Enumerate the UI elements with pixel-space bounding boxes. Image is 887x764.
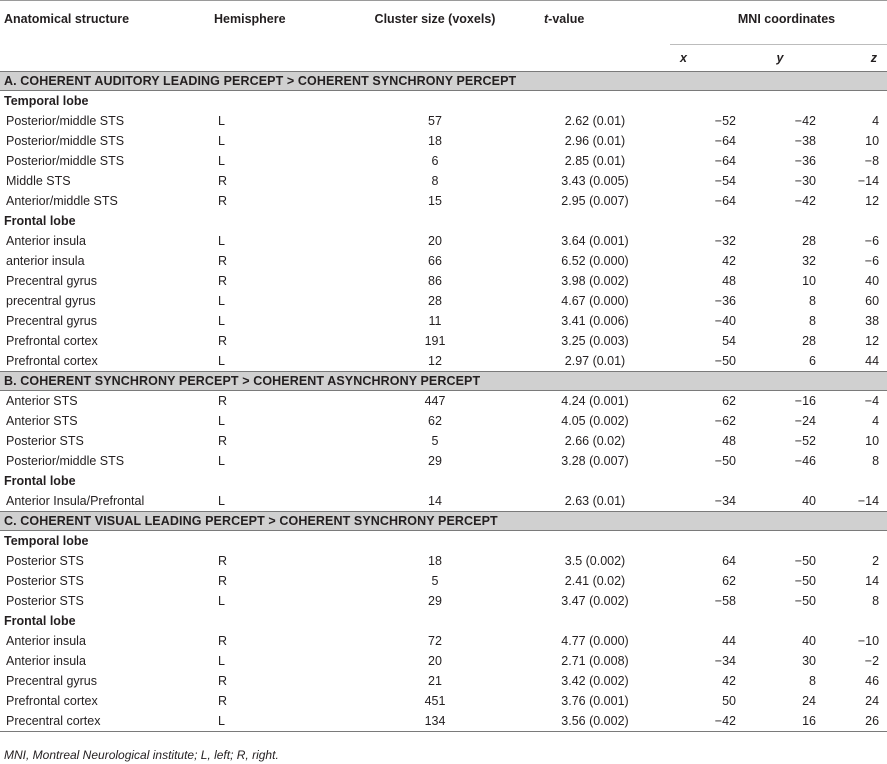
cell-z: 60	[865, 294, 880, 308]
cell-cluster-size: 29	[428, 594, 442, 608]
cell-z: 14	[865, 574, 880, 588]
cell-cluster-size: 8	[431, 174, 439, 188]
cell-structure: Anterior insula	[6, 654, 86, 668]
cell-x: −34	[714, 654, 736, 668]
table-footnote: MNI, Montreal Neurological institute; L, left; R, right.	[4, 748, 279, 762]
cell-hemisphere: L	[218, 134, 225, 148]
cell-x: −50	[714, 354, 736, 368]
table-row	[0, 671, 887, 691]
cell-structure: Middle STS	[6, 174, 71, 188]
cell-structure: Precentral gyrus	[6, 314, 98, 328]
cell-structure: Anterior STS	[6, 394, 78, 408]
cell-z: −14	[857, 494, 880, 508]
cell-x: 62	[722, 394, 736, 408]
cell-cluster-size: 15	[428, 194, 442, 208]
cell-z: −4	[864, 394, 880, 408]
cell-y: −36	[794, 154, 816, 168]
cell-x: −40	[714, 314, 736, 328]
cell-z: 12	[865, 194, 880, 208]
cell-y: −50	[794, 594, 816, 608]
cell-structure: Prefrontal cortex	[6, 334, 98, 348]
cell-x: 42	[722, 254, 736, 268]
cell-z: 12	[865, 334, 880, 348]
cell-z: −8	[864, 154, 880, 168]
table-row	[0, 291, 887, 311]
cell-z: −14	[857, 174, 880, 188]
cell-x: 44	[722, 634, 736, 648]
table-row	[0, 571, 887, 591]
table-row	[0, 691, 887, 711]
cell-cluster-size: 14	[428, 494, 442, 508]
cell-hemisphere: L	[218, 354, 225, 368]
cell-z: 4	[872, 414, 880, 428]
table-row	[0, 191, 887, 211]
group-header-row	[0, 91, 887, 112]
cell-x: 64	[722, 554, 736, 568]
cell-y: −52	[794, 434, 816, 448]
cell-hemisphere: R	[218, 194, 228, 208]
cell-cluster-size: 6	[431, 154, 439, 168]
cell-structure: Posterior/middle STS	[6, 134, 125, 148]
cell-hemisphere: R	[218, 274, 228, 288]
cell-z: 38	[865, 314, 880, 328]
cell-cluster-size: 11	[428, 314, 442, 328]
cell-y: 16	[802, 714, 816, 728]
cell-hemisphere: R	[218, 434, 228, 448]
cell-hemisphere: L	[218, 294, 225, 308]
cell-hemisphere: L	[218, 114, 225, 128]
cell-z: 26	[865, 714, 880, 728]
cell-cluster-size: 20	[428, 234, 442, 248]
cell-x: 48	[722, 274, 736, 288]
table-row	[0, 131, 887, 151]
cell-t-value: 2.96 (0.01)	[564, 134, 626, 148]
table-row	[0, 111, 887, 131]
cell-cluster-size: 12	[428, 354, 442, 368]
cell-structure: Precentral gyrus	[6, 274, 98, 288]
cell-t-value: 3.98 (0.002)	[561, 274, 629, 288]
table-row	[0, 271, 887, 291]
table-row	[0, 251, 887, 271]
cell-t-value: 4.67 (0.000)	[561, 294, 629, 308]
table-row	[0, 431, 887, 451]
cell-z: 10	[865, 134, 880, 148]
cell-t-value: 3.47 (0.002)	[561, 594, 629, 608]
group-label: Temporal lobe	[4, 94, 89, 108]
cell-cluster-size: 5	[431, 574, 439, 588]
table-row	[0, 411, 887, 431]
header-t-value	[520, 1, 670, 72]
table-row	[0, 231, 887, 251]
cell-t-value: 2.41 (0.02)	[564, 574, 626, 588]
table-row	[0, 551, 887, 571]
cell-x: −58	[714, 594, 736, 608]
cell-cluster-size: 447	[424, 394, 446, 408]
cell-z: −10	[857, 634, 880, 648]
group-header-row	[0, 471, 887, 491]
table-row	[0, 591, 887, 611]
header-z: z	[870, 51, 878, 65]
cell-y: 40	[802, 494, 816, 508]
cell-z: 24	[865, 694, 880, 708]
table-row	[0, 311, 887, 331]
cell-hemisphere: L	[218, 154, 225, 168]
cell-hemisphere: L	[218, 454, 225, 468]
cell-t-value: 3.41 (0.006)	[561, 314, 629, 328]
cell-cluster-size: 62	[428, 414, 442, 428]
cell-y: −16	[794, 394, 816, 408]
cell-t-value: 2.71 (0.008)	[561, 654, 629, 668]
cell-z: 8	[872, 454, 880, 468]
section-header-row	[0, 372, 887, 391]
group-label: Temporal lobe	[4, 534, 89, 548]
cell-structure: Posterior STS	[6, 574, 84, 588]
header-cluster-size: Cluster size (voxels)	[374, 12, 496, 26]
cell-hemisphere: L	[218, 654, 225, 668]
cell-cluster-size: 191	[424, 334, 446, 348]
cell-y: 8	[809, 674, 816, 688]
cell-cluster-size: 134	[424, 714, 446, 728]
header-t-italic: t	[544, 12, 549, 26]
cell-y: −42	[794, 114, 816, 128]
cell-structure: Anterior insula	[6, 634, 86, 648]
header-x: x	[680, 51, 687, 65]
cell-structure: precentral gyrus	[6, 294, 96, 308]
cell-y: −50	[794, 574, 816, 588]
table-body	[0, 72, 887, 732]
cell-hemisphere: L	[218, 714, 225, 728]
cell-y: 8	[809, 314, 816, 328]
cell-cluster-size: 86	[428, 274, 442, 288]
cell-x: −32	[714, 234, 736, 248]
cell-y: 6	[809, 354, 816, 368]
table-row	[0, 391, 887, 412]
cell-hemisphere: R	[218, 674, 228, 688]
cell-t-value: 3.25 (0.003)	[561, 334, 629, 348]
cell-x: −42	[714, 714, 736, 728]
header-t-rest: -value	[548, 12, 585, 26]
group-header-row	[0, 211, 887, 231]
cell-hemisphere: R	[218, 574, 228, 588]
cell-t-value: 2.66 (0.02)	[564, 434, 626, 448]
cell-cluster-size: 18	[428, 554, 442, 568]
cell-x: −62	[714, 414, 736, 428]
cell-structure: Precentral cortex	[6, 714, 101, 728]
cell-hemisphere: L	[218, 314, 225, 328]
cell-structure: Precentral gyrus	[6, 674, 98, 688]
header-hemisphere: Hemisphere	[214, 12, 286, 26]
cell-t-value: 3.43 (0.005)	[561, 174, 629, 188]
cell-t-value: 3.64 (0.001)	[561, 234, 629, 248]
cell-structure: Posterior STS	[6, 554, 84, 568]
cell-cluster-size: 28	[428, 294, 442, 308]
cell-y: 32	[802, 254, 816, 268]
cell-hemisphere: R	[218, 254, 228, 268]
cell-t-value: 4.05 (0.002)	[561, 414, 629, 428]
cell-y: 30	[802, 654, 816, 668]
header-anatomical-structure: Anatomical structure	[4, 12, 130, 26]
cell-x: −64	[714, 154, 736, 168]
cell-t-value: 3.42 (0.002)	[561, 674, 629, 688]
cell-cluster-size: 451	[424, 694, 446, 708]
table-row	[0, 651, 887, 671]
cell-hemisphere: R	[218, 334, 228, 348]
header-y: y	[776, 51, 784, 65]
cell-cluster-size: 57	[428, 114, 442, 128]
cell-structure: Posterior STS	[6, 594, 84, 608]
cell-structure: Posterior/middle STS	[6, 154, 125, 168]
cell-z: 4	[872, 114, 880, 128]
cell-t-value: 2.85 (0.01)	[564, 154, 626, 168]
cell-hemisphere: L	[218, 414, 225, 428]
table-row	[0, 351, 887, 372]
cell-hemisphere: R	[218, 694, 228, 708]
cell-t-value: 4.24 (0.001)	[561, 394, 629, 408]
cell-structure: Prefrontal cortex	[6, 354, 98, 368]
table-row	[0, 711, 887, 732]
header-mni-coordinates: MNI coordinates	[670, 1, 887, 45]
cell-y: −42	[794, 194, 816, 208]
cell-z: 8	[872, 594, 880, 608]
cell-y: 8	[809, 294, 816, 308]
cell-z: 46	[865, 674, 880, 688]
group-header-row	[0, 611, 887, 631]
section-header-row	[0, 72, 887, 91]
cell-t-value: 6.52 (0.000)	[561, 254, 629, 268]
cell-x: 42	[722, 674, 736, 688]
cell-t-value: 2.63 (0.01)	[564, 494, 626, 508]
cell-y: 40	[802, 634, 816, 648]
table-row	[0, 631, 887, 651]
cell-x: −36	[714, 294, 736, 308]
cell-t-value: 4.77 (0.000)	[561, 634, 629, 648]
cell-structure: Posterior/middle STS	[6, 454, 125, 468]
cell-cluster-size: 21	[428, 674, 442, 688]
cell-t-value: 3.5 (0.002)	[564, 554, 626, 568]
cell-x: 62	[722, 574, 736, 588]
cell-structure: Posterior STS	[6, 434, 84, 448]
cell-y: 10	[802, 274, 816, 288]
cell-t-value: 3.28 (0.007)	[561, 454, 629, 468]
cell-z: 2	[872, 554, 880, 568]
cell-structure: Anterior STS	[6, 414, 78, 428]
cell-x: −34	[714, 494, 736, 508]
table-row	[0, 451, 887, 471]
cell-x: −64	[714, 134, 736, 148]
cell-structure: Prefrontal cortex	[6, 694, 98, 708]
cell-t-value: 3.76 (0.001)	[561, 694, 629, 708]
cell-x: 50	[722, 694, 736, 708]
section-header-row	[0, 512, 887, 531]
cell-structure: Anterior/middle STS	[6, 194, 118, 208]
cell-t-value: 2.62 (0.01)	[564, 114, 626, 128]
cell-x: 54	[722, 334, 736, 348]
section-title: C. COHERENT VISUAL LEADING PERCEPT > COHERENT SYNCHRONY PERCEPT	[0, 512, 887, 531]
group-header-row	[0, 531, 887, 552]
cell-x: −50	[714, 454, 736, 468]
group-label: Frontal lobe	[4, 214, 76, 228]
cell-x: −64	[714, 194, 736, 208]
cell-hemisphere: L	[218, 494, 225, 508]
cell-hemisphere: R	[218, 634, 228, 648]
cell-z: 44	[865, 354, 880, 368]
cell-y: −30	[794, 174, 816, 188]
cell-hemisphere: R	[218, 554, 228, 568]
group-label: Frontal lobe	[4, 614, 76, 628]
group-label: Frontal lobe	[4, 474, 76, 488]
cell-structure: anterior insula	[6, 254, 85, 268]
cell-cluster-size: 20	[428, 654, 442, 668]
cell-y: 28	[802, 234, 816, 248]
cell-z: 40	[865, 274, 880, 288]
cell-y: 28	[802, 334, 816, 348]
cell-y: −50	[794, 554, 816, 568]
cell-cluster-size: 5	[431, 434, 439, 448]
cell-y: −24	[794, 414, 816, 428]
table-row	[0, 151, 887, 171]
cell-z: −6	[864, 254, 880, 268]
cell-x: 48	[722, 434, 736, 448]
section-title: B. COHERENT SYNCHRONY PERCEPT > COHERENT ASYNCHRONY PERCEPT	[0, 372, 887, 391]
cell-z: −6	[864, 234, 880, 248]
cell-cluster-size: 66	[428, 254, 442, 268]
cell-hemisphere: L	[218, 234, 225, 248]
section-title: A. COHERENT AUDITORY LEADING PERCEPT > COHERENT SYNCHRONY PERCEPT	[0, 72, 887, 91]
cell-x: −54	[714, 174, 736, 188]
cell-cluster-size: 72	[428, 634, 442, 648]
cell-structure: Posterior/middle STS	[6, 114, 125, 128]
cell-t-value: 2.97 (0.01)	[564, 354, 626, 368]
cell-hemisphere: L	[218, 594, 225, 608]
table-row	[0, 171, 887, 191]
cell-z: −2	[864, 654, 880, 668]
cell-y: −46	[794, 454, 816, 468]
cell-t-value: 2.95 (0.007)	[561, 194, 629, 208]
cell-cluster-size: 29	[428, 454, 442, 468]
cell-hemisphere: R	[218, 174, 228, 188]
cell-structure: Anterior Insula/Prefrontal	[6, 494, 145, 508]
table-row	[0, 331, 887, 351]
cell-structure: Anterior insula	[6, 234, 86, 248]
cell-hemisphere: R	[218, 394, 228, 408]
cell-y: 24	[802, 694, 816, 708]
cell-z: 10	[865, 434, 880, 448]
header-row	[0, 1, 887, 45]
cell-x: −52	[714, 114, 736, 128]
cell-y: −38	[794, 134, 816, 148]
cell-t-value: 3.56 (0.002)	[561, 714, 629, 728]
cell-cluster-size: 18	[428, 134, 442, 148]
table-row	[0, 491, 887, 512]
